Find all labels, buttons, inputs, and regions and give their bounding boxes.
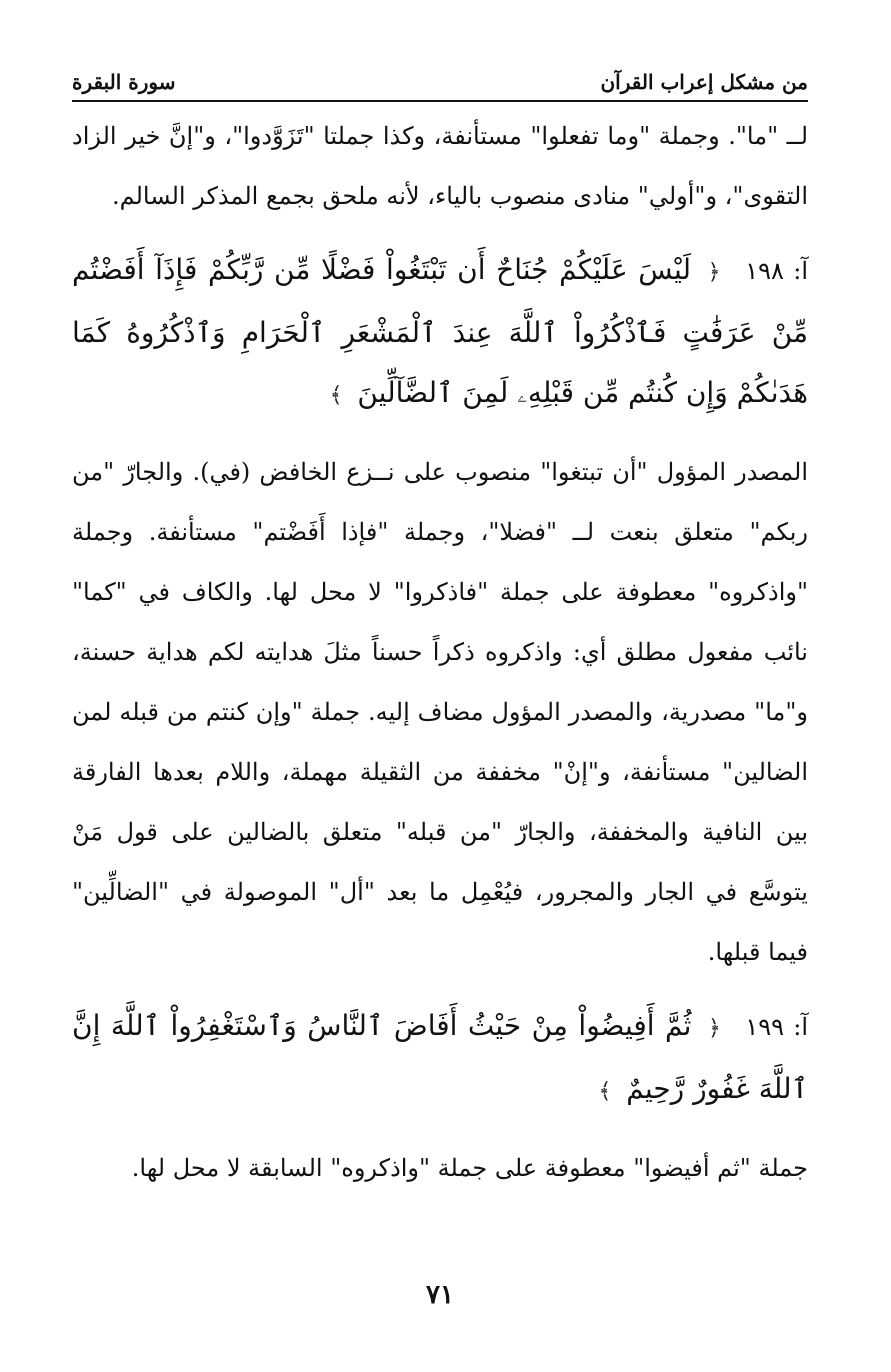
verse-199 <box>72 996 808 1122</box>
verse-ref-198: آ: ١٩٨ <box>745 257 808 285</box>
verse-close-ornament: ﴾ <box>329 383 343 408</box>
book-title: من مشكل إعراب القرآن <box>600 70 808 94</box>
paragraph-commentary-199: جملة "ثم أفيضوا" معطوفة على جملة "واذكروه" السابقة لا محل لها. <box>131 1154 808 1182</box>
verse-open-ornament: ﴿ <box>707 260 721 285</box>
paragraph-commentary-198: المصدر المؤول "أن تبتغوا" منصوب على نــزع الخافض (في). والجارّ "من ربكم" متعلق بنعت لــ "فضلا"، وجملة "فإذا أَفَضْتم" مستأنفة. وجملة "واذكروه" معطوفة على جملة "فاذكروا" لا محل لها. والكاف في "كما" نائب مفعول مطلق أي: واذكروه ذكراً حسناً مثلَ هدايته لكم هداية حسنة، و"ما" مصدرية، والمصدر المؤول مضاف إليه. جملة "وإن كنتم من قبله لمن الضالين" مستأنفة، و"إنْ" مخففة من الثقيلة مهملة، واللام بعدها الفارقة بين النافية والمخففة، والجارّ "من قبله" متعلق بالضالين على قول مَنْ يتوسَّع في الجار والمجرور، فيُعْمِل ما بعد "أل" الموصولة في "الضالِّين" فيما قبلها. <box>72 458 808 966</box>
verse-text-199: ثُمَّ أَفِيضُواْ مِنْ حَيْثُ أَفَاضَ ٱلنَّاسُ وَٱسْتَغْفِرُواْ ٱللَّهَ إِنَّ ٱللَّهَ غَفُورٌ رَّحِيمٌ <box>72 1009 808 1105</box>
verse-text-198: لَيْسَ عَلَيْكُمْ جُنَاحٌ أَن تَبْتَغُواْ فَضْلًا مِّن رَّبِّكُمْ فَإِذَآ أَفَضْتُم مِّنْ عَرَفَٰتٍ فَٱذْكُرُواْ ٱللَّهَ عِندَ ٱلْمَشْعَرِ ٱلْحَرَامِ وَٱذْكُرُوهُ كَمَا هَدَىٰكُمْ وَإِن كُنتُم مِّن قَبْلِهِۦ لَمِنَ ٱلضَّآلِّينَ <box>72 253 808 409</box>
verse-close-ornament: ﴾ <box>598 1079 612 1104</box>
verse-ref-199: آ: ١٩٩ <box>745 1013 808 1041</box>
paragraph-intro: لــ "ما". وجملة "وما تفعلوا" مستأنفة، وكذا جملتا "تَزَوَّدوا"، و"إنَّ خير الزاد التقوى"، و"أولي" منادى منصوب بالياء، لأنه ملحق بجمع المذكر السالم. <box>72 122 808 210</box>
page-number: ٧١ <box>426 1280 454 1310</box>
verse-open-ornament: ﴿ <box>707 1016 721 1041</box>
verse-198 <box>72 240 808 426</box>
surah-name: سورة البقرة <box>72 70 176 94</box>
page-content <box>72 106 808 1198</box>
document-page <box>72 60 808 1350</box>
running-header <box>72 60 808 102</box>
